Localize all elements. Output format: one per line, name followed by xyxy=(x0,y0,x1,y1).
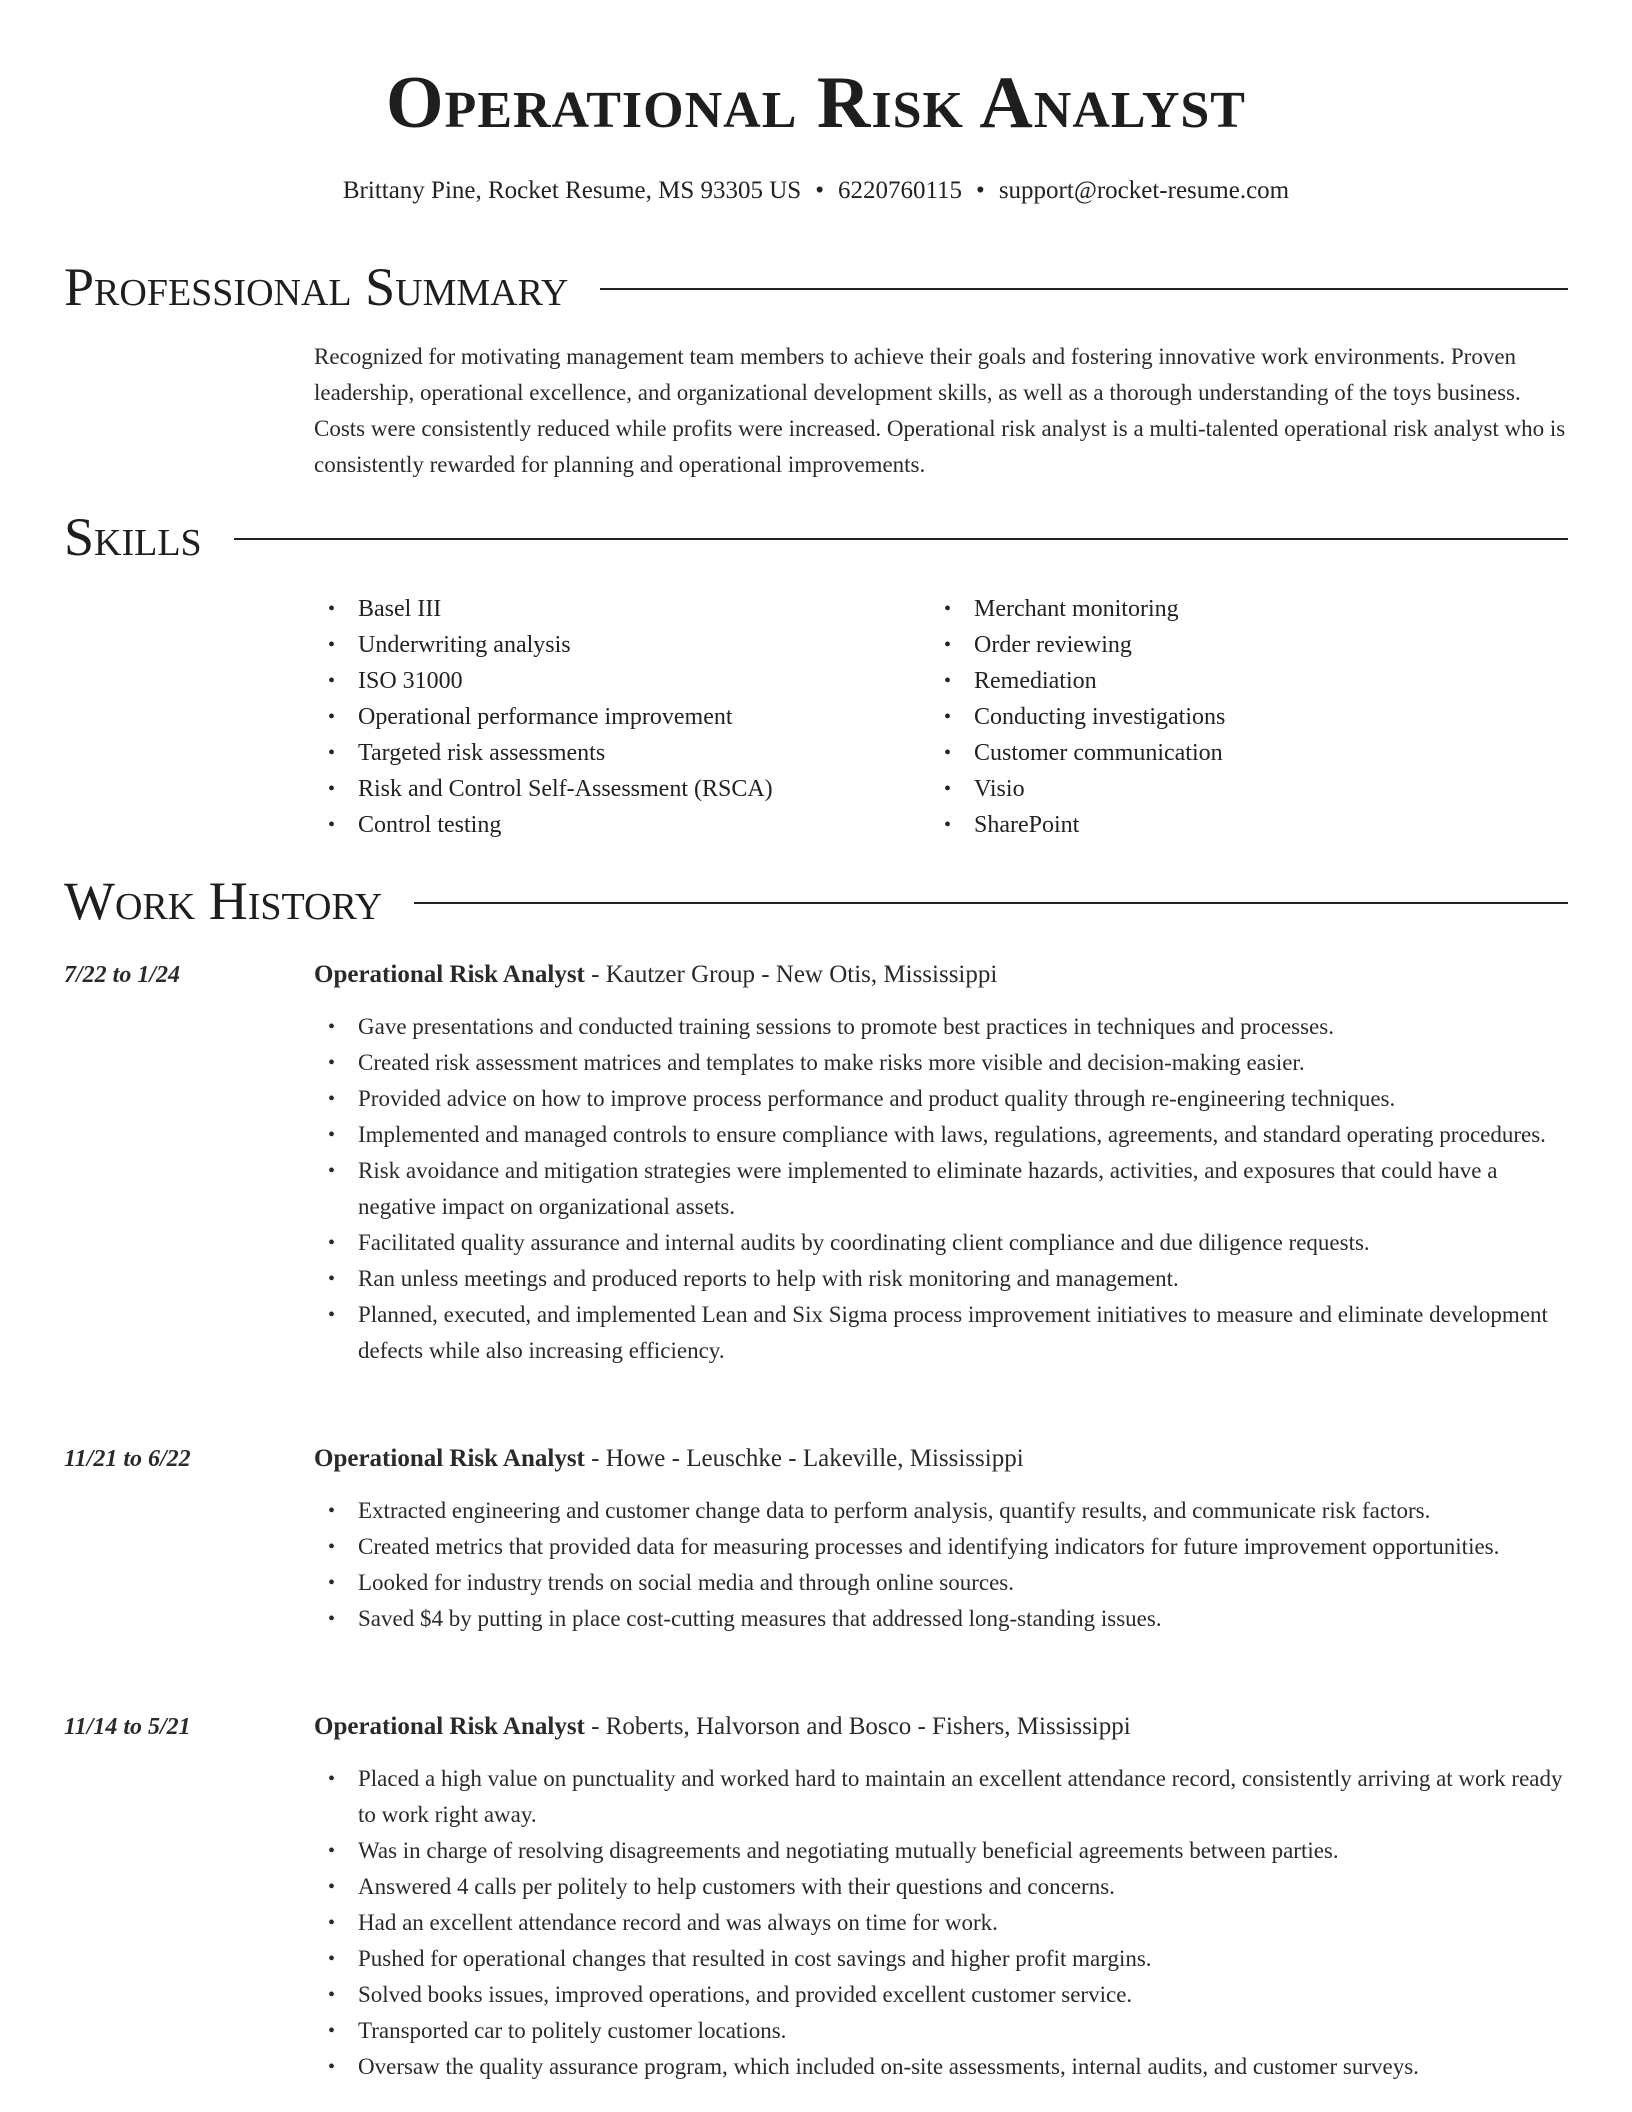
contact-email[interactable]: support@rocket-resume.com xyxy=(998,177,1290,204)
job-bullet: • Was in charge of resolving disagreements and negotiating mutually beneficial agreements between parties. xyxy=(314,1833,1568,1869)
job-company: - Howe - Leuschke - Lakeville, Mississippi xyxy=(584,1445,1024,1472)
job-bullet-list xyxy=(314,1761,1568,2085)
job-bullet: • Extracted engineering and customer change data to perform analysis, quantify results, and communicate risk factors. xyxy=(314,1493,1568,1529)
job-dates: 7/22 to 1/24 xyxy=(64,962,181,988)
job-company: - Kautzer Group - New Otis, Mississippi xyxy=(584,961,998,988)
skill-item: • Merchant monitoring xyxy=(930,591,1530,627)
job-bullet: • Implemented and managed controls to ensure compliance with laws, regulations, agreements, and standard operating procedures. xyxy=(314,1117,1568,1153)
contact-line xyxy=(0,175,1632,207)
skills-heading: Skills xyxy=(64,507,202,567)
page-title: Operational Risk Analyst xyxy=(386,62,1246,144)
job-role: Operational Risk Analyst xyxy=(314,961,585,988)
summary-text: Recognized for motivating management team members to achieve their goals and fostering innovative work environments. Proven leadership, operational excellence, and organizational development skills, as well as a thorough understanding of the toys business. Costs were consistently reduced while profits were increased. Operational risk analyst is a multi-talented operational risk analyst who is consistently rewarded for planning and operational improvements. xyxy=(314,344,1566,477)
job-bullet: • Created metrics that provided data for measuring processes and identifying indicators for future improvement opportunities. xyxy=(314,1529,1568,1565)
skills-list-left xyxy=(314,591,914,843)
skill-item: • Underwriting analysis xyxy=(314,627,914,663)
job-role: Operational Risk Analyst xyxy=(314,1445,585,1472)
job-bullet: • Gave presentations and conducted training sessions to promote best practices in techniques and processes. xyxy=(314,1009,1568,1045)
skill-item: • SharePoint xyxy=(930,807,1530,843)
summary-heading: Professional Summary xyxy=(64,257,569,317)
job-role: Operational Risk Analyst xyxy=(314,1713,585,1740)
contact-phone: 6220760115 xyxy=(837,177,963,204)
skill-item: • Basel III xyxy=(314,591,914,627)
contact-separator: • xyxy=(976,177,985,204)
job-bullet: • Provided advice on how to improve process performance and product quality through re-engineering techniques. xyxy=(314,1081,1568,1117)
skill-item: • Conducting investigations xyxy=(930,699,1530,735)
work-section-header xyxy=(64,869,1568,933)
skill-item: • Visio xyxy=(930,771,1530,807)
job-dates: 11/14 to 5/21 xyxy=(64,1714,191,1740)
section-divider xyxy=(600,288,1568,290)
skills-section-header xyxy=(64,505,1568,569)
contact-address: Brittany Pine, Rocket Resume, MS 93305 US xyxy=(342,177,802,204)
summary-section-header xyxy=(64,255,1568,319)
job-title-line xyxy=(314,957,1568,993)
work-heading: Work History xyxy=(64,871,383,931)
job-bullet: • Looked for industry trends on social media and through online sources. xyxy=(314,1565,1568,1601)
job-bullet-list xyxy=(314,1493,1568,1637)
job-bullet: • Answered 4 calls per politely to help customers with their questions and concerns. xyxy=(314,1869,1568,1905)
job-bullet: • Solved books issues, improved operations, and provided excellent customer service. xyxy=(314,1977,1568,2013)
job-bullet: • Risk avoidance and mitigation strategies were implemented to eliminate hazards, activities, and exposures that could have a negative impact on organizational assets. xyxy=(314,1153,1568,1225)
skill-item: • Operational performance improvement xyxy=(314,699,914,735)
job-bullet-list xyxy=(314,1009,1568,1369)
job-bullet: • Ran unless meetings and produced reports to help with risk monitoring and management. xyxy=(314,1261,1568,1297)
skill-item: • Customer communication xyxy=(930,735,1530,771)
job-dates: 11/21 to 6/22 xyxy=(64,1446,191,1472)
job-bullet: • Created risk assessment matrices and templates to make risks more visible and decision-making easier. xyxy=(314,1045,1568,1081)
job-bullet: • Oversaw the quality assurance program, which included on-site assessments, internal audits, and customer surveys. xyxy=(314,2049,1568,2085)
skill-item: • Targeted risk assessments xyxy=(314,735,914,771)
job-title-line xyxy=(314,1441,1568,1477)
skill-item: • Order reviewing xyxy=(930,627,1530,663)
job-bullet: • Had an excellent attendance record and was always on time for work. xyxy=(314,1905,1568,1941)
contact-separator: • xyxy=(815,177,824,204)
job-title-line xyxy=(314,1709,1568,1745)
job-bullet: • Saved $4 by putting in place cost-cutting measures that addressed long-standing issues. xyxy=(314,1601,1568,1637)
skill-item: • Remediation xyxy=(930,663,1530,699)
skills-list-right xyxy=(930,591,1530,843)
job-bullet: • Pushed for operational changes that resulted in cost savings and higher profit margins. xyxy=(314,1941,1568,1977)
skill-item: • Control testing xyxy=(314,807,914,843)
skill-item: • Risk and Control Self-Assessment (RSCA) xyxy=(314,771,914,807)
job-bullet: • Transported car to politely customer locations. xyxy=(314,2013,1568,2049)
job-bullet: • Placed a high value on punctuality and worked hard to maintain an excellent attendance record, consistently arriving at work ready to work right away. xyxy=(314,1761,1568,1833)
job-bullet: • Facilitated quality assurance and internal audits by coordinating client compliance and due diligence requests. xyxy=(314,1225,1568,1261)
job-company: - Roberts, Halvorson and Bosco - Fishers, Mississippi xyxy=(584,1713,1131,1740)
section-divider xyxy=(414,902,1568,904)
job-bullet: • Planned, executed, and implemented Lean and Six Sigma process improvement initiatives to measure and eliminate development defects while also increasing efficiency. xyxy=(314,1297,1568,1369)
section-divider xyxy=(234,538,1568,540)
skill-item: • ISO 31000 xyxy=(314,663,914,699)
